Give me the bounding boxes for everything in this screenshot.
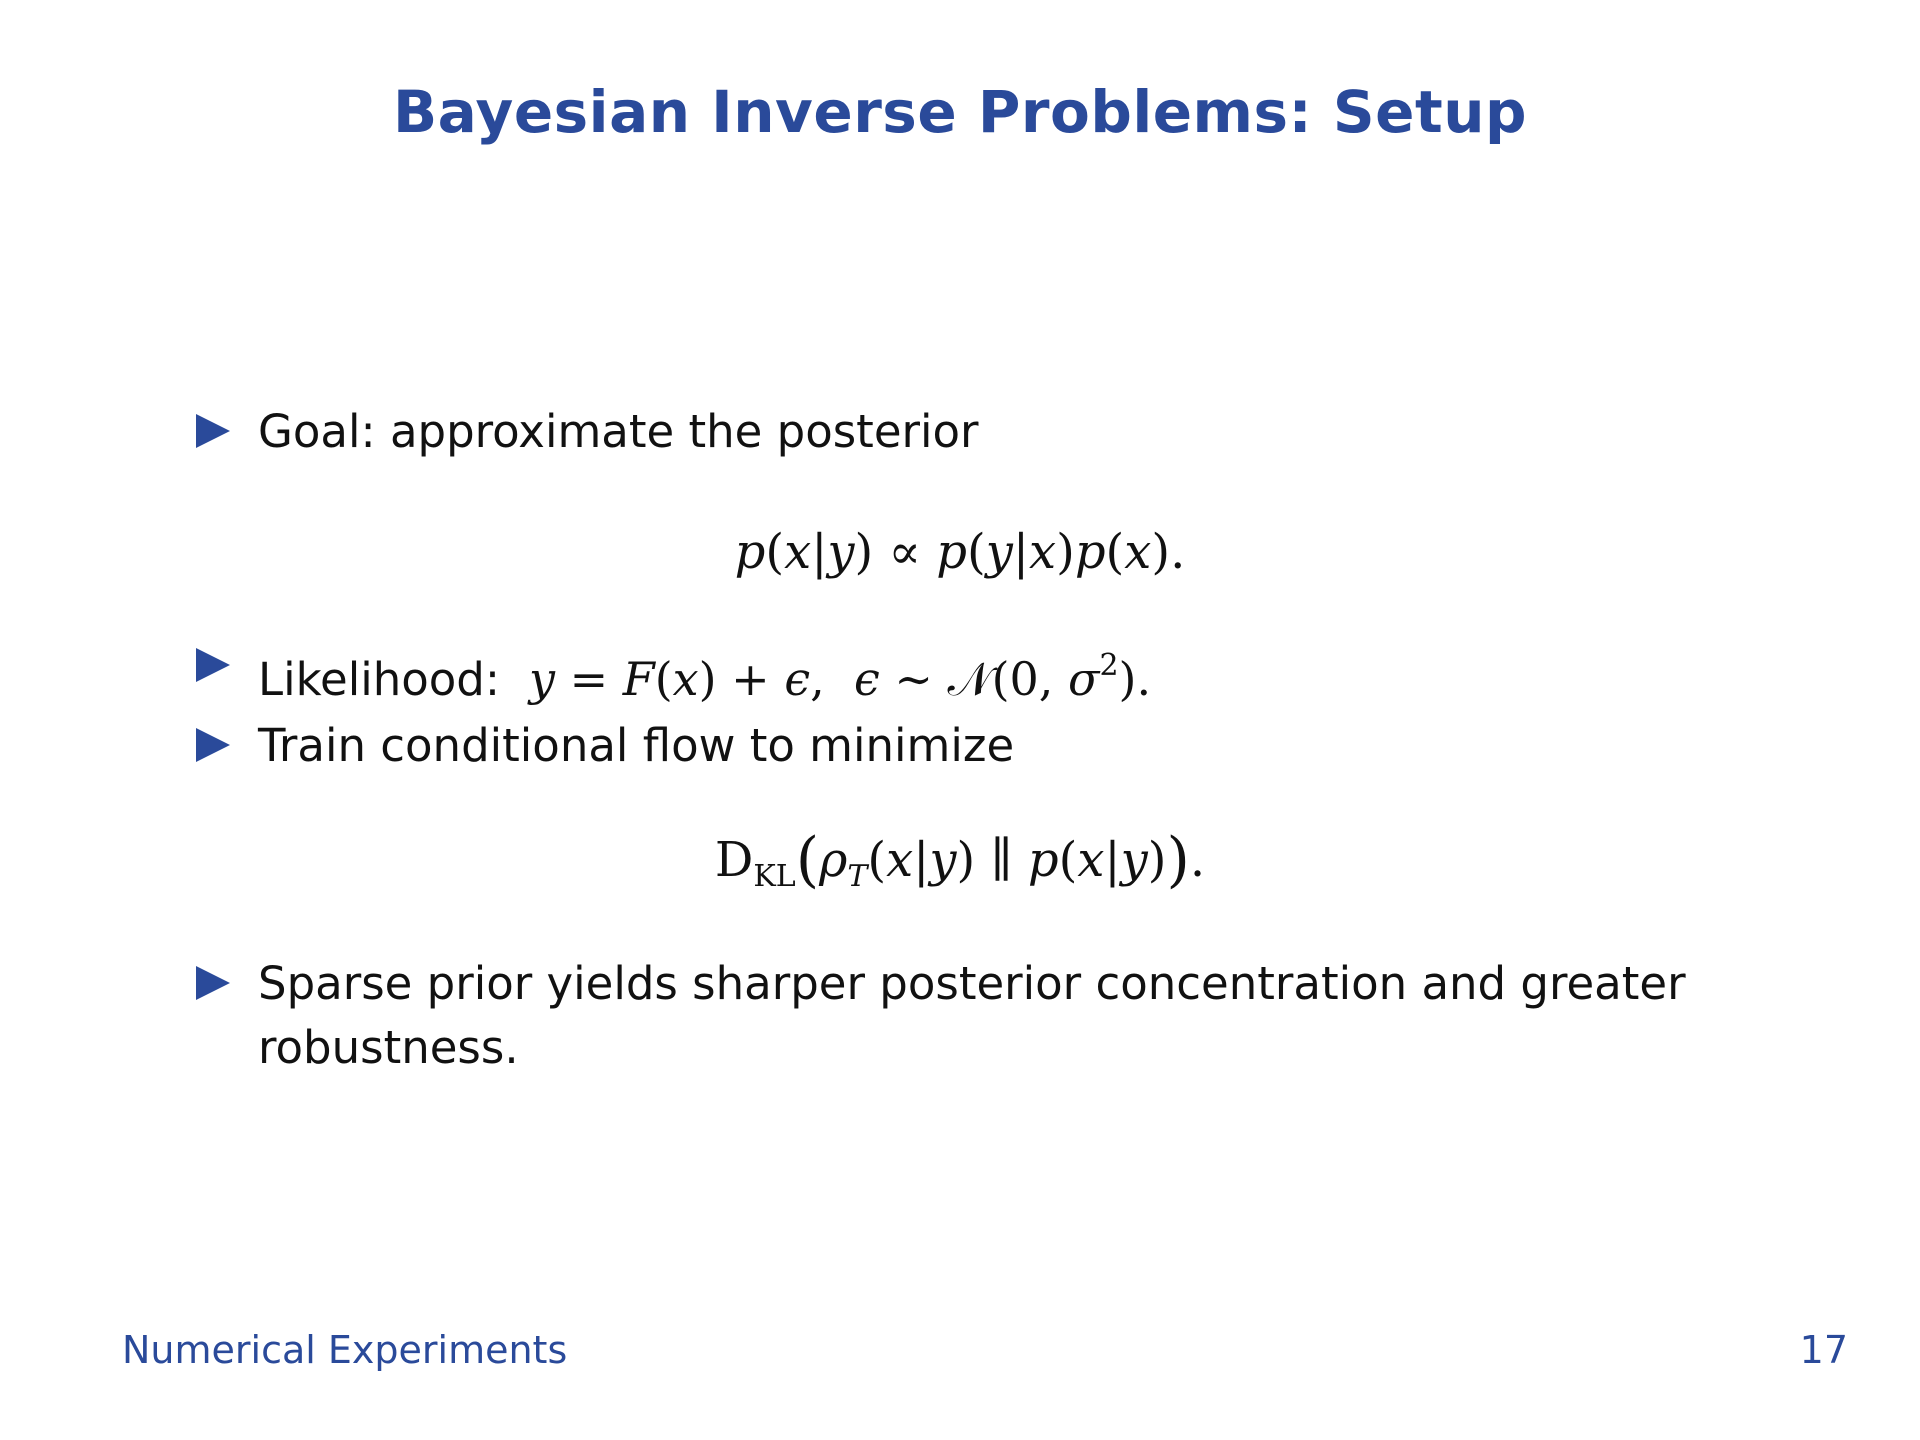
posterior-equation: p(x|y) ∝ p(y|x)p(x). xyxy=(734,524,1186,580)
triangle-right-icon xyxy=(196,648,230,682)
bullet-goal-text: Goal: approximate the posterior xyxy=(258,405,979,458)
triangle-right-icon xyxy=(196,414,230,448)
bullet-train-text: Train conditional flow to minimize xyxy=(258,719,1015,772)
bullet-likelihood-text xyxy=(258,634,1718,712)
triangle-right-icon xyxy=(196,728,230,762)
footer-page-number: 17 xyxy=(1799,1328,1848,1372)
footer-section: Numerical Experiments xyxy=(122,1328,568,1372)
kl-equation: $D_{KL}(\rho_T(x|y)$ ∥ p(x|y)). xyxy=(714,825,1206,895)
slide-title: Bayesian Inverse Problems: Setup xyxy=(392,78,1528,146)
likelihood-equation: y = F(x) + ϵ, ϵ ∼ 𝒩(0, $\sigma^2$). xyxy=(528,648,1152,706)
sparse-line-2: robustness. xyxy=(258,1021,519,1074)
sparse-line-1: Sparse prior yields sharper posterior concentration and greater xyxy=(258,957,1686,1010)
bullet-sparse-prior-text xyxy=(258,952,1718,1080)
likelihood-label: Likelihood: xyxy=(258,653,501,706)
triangle-right-icon xyxy=(196,966,230,1000)
